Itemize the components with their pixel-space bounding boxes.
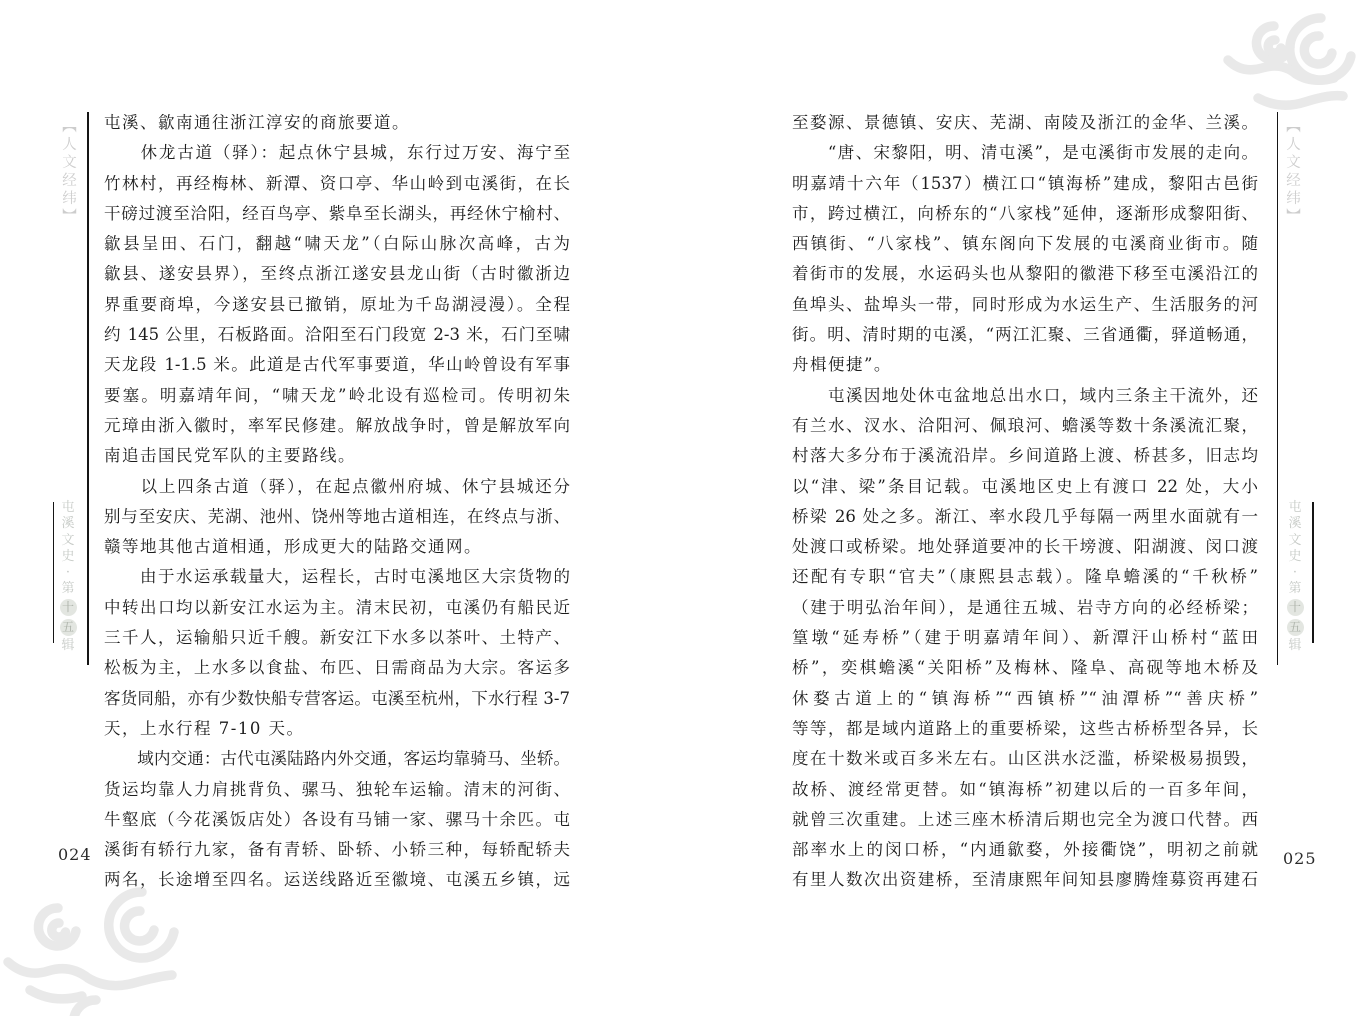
text-line: 就曾三次重建。上述三座木桥清后期也完全为渡口代替。西: [792, 809, 1258, 829]
volume-label-char: 文: [1288, 532, 1302, 548]
volume-label-char: 文: [61, 532, 75, 548]
text-line: 以“津、梁”条目记载。屯溪地区史上有渡口 22 处，大小: [792, 476, 1258, 496]
volume-label-char: 第: [1288, 581, 1302, 597]
text-line: 由于水运承载量大，运程长，古时屯溪地区大宗货物的: [104, 567, 570, 587]
text-line: 明嘉靖十六年（1537）横江口“镇海桥”建成，黎阳古邑街: [792, 173, 1258, 193]
text-line: （建于明弘治年间），是通往五城、岩寺方向的必经桥梁；: [792, 597, 1258, 617]
volume-label-char: 第: [61, 581, 75, 597]
text-line: 处渡口或桥梁。地处驿道要冲的长干塝渡、阳湖渡、闵口渡: [792, 537, 1258, 557]
volume-label-char: 辑: [1288, 637, 1302, 653]
text-line: 街。明、清时期的屯溪，“两江汇聚、三省通衢，驿道畅通，: [792, 325, 1258, 345]
volume-number-badge: 五: [1287, 619, 1304, 636]
text-line: 故桥、渡经常更替。如“镇海桥”初建以后的一百多年间，: [792, 779, 1258, 799]
text-line: 界重要商埠，今遂安县已撤销，原址为千岛湖浸漫）。全程: [104, 294, 570, 314]
text-line: 元璋由浙入徽时，率军民修建。解放战争时，曾是解放军向: [104, 415, 570, 435]
text-line: 有兰水、汊水、洽阳河、佩琅河、蟾溪等数十条溪流汇聚，: [792, 415, 1258, 435]
text-line: 等等，都是域内道路上的重要桥梁，这些古桥桥型各异，长: [792, 718, 1258, 738]
text-line: 松板为主，上水多以食盐、布匹、日需商品为大宗。客运多: [104, 658, 570, 678]
text-column-left: [104, 108, 570, 896]
text-line: 至婺源、景德镇、安庆、芜湖、南陵及浙江的金华、兰溪。: [792, 113, 1258, 132]
series-label-right: 【人文经纬】: [1284, 118, 1300, 226]
cloud-ornament-top-right-icon: [1218, 4, 1361, 122]
volume-label-char: 溪: [1288, 516, 1302, 532]
volume-label-char: ·: [1292, 565, 1298, 581]
text-line: 还配有专职“官夫”（康熙县志载）。隆阜蟾溪的“千秋桥”: [792, 567, 1258, 587]
text-line: 以上四条古道（驿），在起点徽州府城、休宁县城还分: [104, 476, 570, 496]
text-line: 桥”，奕棋蟾溪“关阳桥”及梅林、隆阜、高砚等地木桥及: [792, 658, 1258, 678]
page-number-right: 025: [1283, 849, 1317, 868]
text-line: 屯溪因地处休屯盆地总出水口，域内三条主干流外，还: [792, 385, 1258, 405]
series-label-left: 【人文经纬】: [60, 118, 76, 226]
text-line: 干磅过渡至洽阳，经百鸟亭、紫阜至长湖头，再经休宁榆村、: [104, 203, 570, 223]
volume-number-badge: 十: [60, 599, 77, 616]
volume-label-char: 辑: [61, 637, 75, 653]
text-line: 歙县呈田、石门，翻越“啸天龙”（白际山脉次高峰，古为: [104, 234, 570, 254]
volume-rule-left: [53, 502, 55, 643]
volume-label-right: [1286, 500, 1304, 654]
text-line: 货运均靠人力肩挑背负、骡马、独轮车运输。清末的河街、: [104, 779, 570, 799]
volume-label-left: [59, 500, 77, 654]
volume-label-char: 屯: [61, 500, 75, 515]
volume-rule-right: [1312, 502, 1314, 643]
text-line: 村落大多分布于溪流沿岸。乡间道路上渡、桥甚多，旧志均: [792, 446, 1258, 466]
text-line: 部率水上的闵口桥，“内通歙婺，外接衢饶”，明初之前就: [792, 840, 1258, 860]
text-line: 市，跨过横江，向桥东的“八家栈”延伸，逐渐形成黎阳街、: [792, 203, 1258, 223]
text-line: 溪街有轿行九家，备有青轿、卧轿、小轿三种，每轿配轿夫: [104, 840, 570, 860]
text-line: 别与至安庆、芜湖、池州、饶州等地古道相连，在终点与浙、: [104, 506, 570, 526]
text-line: 约 145 公里，石板路面。洽阳至石门段宽 2-3 米，石门至啸: [104, 325, 570, 345]
text-line: 天，上水行程 7-10 天。: [104, 718, 305, 738]
volume-label-char: 屯: [1288, 500, 1302, 515]
volume-label-char: 史: [61, 548, 75, 564]
spine-rule-right: [1277, 112, 1279, 665]
text-line: 域内交通：古代屯溪陆路内外交通，客运均靠骑马、坐轿。: [104, 749, 570, 769]
text-line: 两名，长途增至四名。运送线路近至徽境、屯溪五乡镇，远: [104, 870, 570, 890]
text-line: 赣等地其他古道相通，形成更大的陆路交通网。: [104, 537, 482, 557]
text-line: 中转出口均以新安江水运为主。清末民初，屯溪仍有船民近: [104, 597, 570, 617]
cloud-ornament-bottom-left-icon: [0, 878, 238, 1016]
text-line: 要塞。明嘉靖年间，“啸天龙”岭北设有巡检司。传明初朱: [104, 385, 570, 405]
text-line: 度在十数米或百多米左右。山区洪水泛滥，桥梁极易损毁，: [792, 749, 1258, 769]
text-column-right: [792, 108, 1258, 896]
text-line: 着街市的发展，水运码头也从黎阳的徽港下移至屯溪沿江的: [792, 264, 1258, 284]
text-line: 西镇街、“八家栈”、镇东阁向下发展的屯溪商业街市。随: [792, 234, 1258, 254]
text-line: 三千人，运输船只近千艘。新安江下水多以茶叶、土特产、: [104, 628, 570, 648]
text-line: “唐、宋黎阳，明、清屯溪”，是屯溪街市发展的走向。: [792, 143, 1258, 163]
text-line: 南追击国民党军队的主要路线。: [104, 446, 356, 466]
text-line: 牛壑底（今花溪饭店处）各设有马铺一家、骡马十余匹。屯: [104, 809, 570, 829]
text-line: 篁墩“延寿桥”（建于明嘉靖年间）、新潭汗山桥村“蓝田: [792, 628, 1258, 648]
text-line: 歙县、遂安县界），至终点浙江遂安县龙山街（古时徽浙边: [104, 264, 570, 284]
text-line: 竹林村，再经梅林、新潭、资口亭、华山岭到屯溪街，在长: [104, 173, 570, 193]
text-line: 休龙古道（驿）：起点休宁县城，东行过万安、海宁至: [104, 143, 570, 163]
text-line: 桥梁 26 处之多。渐江、率水段几乎每隔一两里水面就有一: [792, 506, 1258, 526]
text-line: 有里人数次出资建桥，至清康熙年间知县廖腾煃募资再建石: [792, 870, 1258, 890]
text-line: 鱼埠头、盐埠头一带，同时形成为水运生产、生活服务的河: [792, 294, 1258, 314]
text-line: 屯溪、歙南通往浙江淳安的商旅要道。: [104, 113, 410, 132]
volume-label-char: 溪: [61, 516, 75, 532]
spine-rule-left: [87, 112, 89, 665]
text-line: 天龙段 1-1.5 米。此道是古代军事要道，华山岭曾设有军事: [104, 355, 570, 375]
text-line: 客货同船，亦有少数快船专营客运。屯溪至杭州，下水行程 3-7: [104, 688, 570, 708]
volume-number-badge: 十: [1287, 599, 1304, 616]
volume-label-char: 史: [1288, 548, 1302, 564]
page-number-left: 024: [58, 845, 92, 864]
text-line: 舟楫便捷”。: [792, 355, 892, 375]
volume-number-badge: 五: [60, 619, 77, 636]
volume-label-char: ·: [65, 565, 71, 581]
text-line: 休婺古道上的“镇海桥”“西镇桥”“油潭桥”“善庆桥”: [792, 688, 1258, 708]
